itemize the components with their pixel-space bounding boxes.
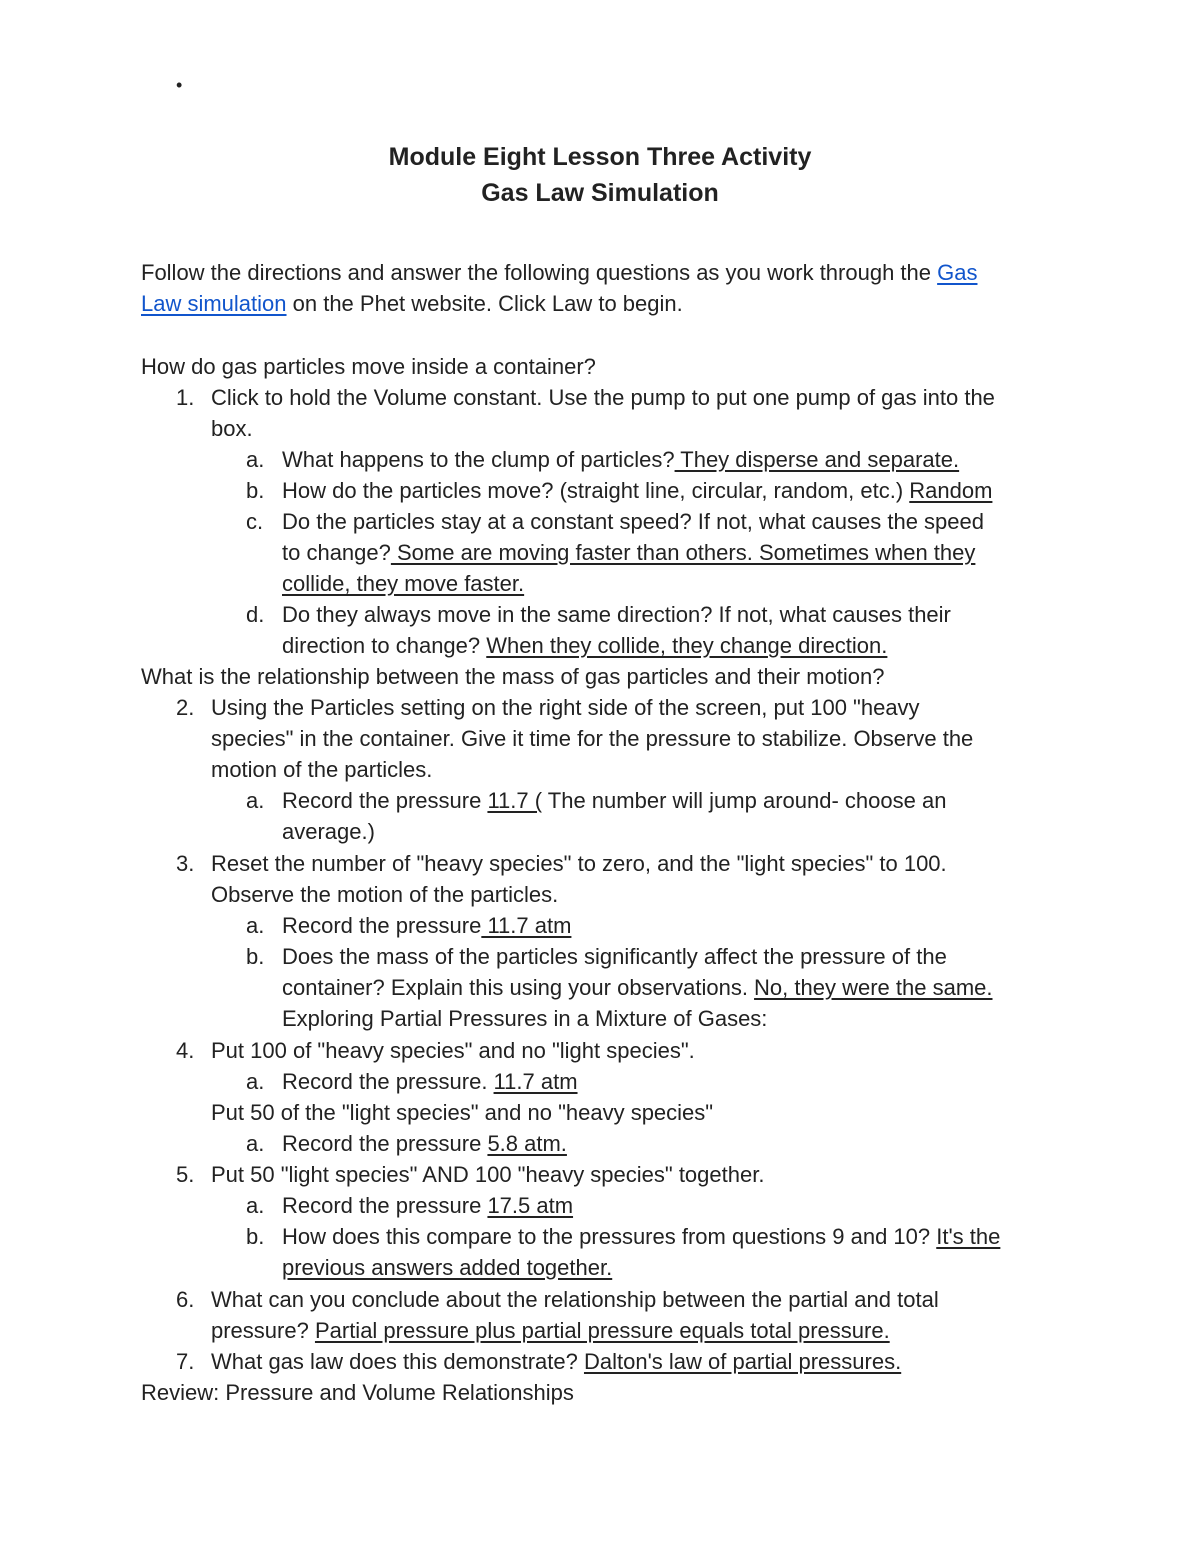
q1b-line: [282, 475, 992, 506]
q4a2-letter: a.: [246, 1131, 265, 1156]
q6-text-2: pressure?: [211, 1318, 315, 1343]
q3-number: 3.: [176, 851, 195, 876]
q1a-answer: They disperse and separate.: [674, 447, 960, 472]
q3a-answer: 11.7 atm: [481, 913, 572, 938]
q1a-letter: a.: [246, 447, 265, 472]
q1c-answer-1: Some are moving faster than others. Sometimes when they: [390, 540, 976, 565]
q7-line: [211, 1346, 901, 1377]
q1b-letter: b.: [246, 478, 265, 503]
gas-law-link[interactable]: Gas: [937, 260, 978, 285]
q1c-line-3: [282, 568, 524, 599]
q7-answer: Dalton's law of partial pressures.: [583, 1349, 902, 1374]
page-subtitle: Gas Law Simulation: [481, 179, 719, 207]
q3b-answer: No, they were the same.: [754, 975, 993, 1000]
q5a-letter: a.: [246, 1193, 265, 1218]
q1-number: 1.: [176, 385, 195, 410]
q5b-answer-1: It's the: [936, 1224, 1001, 1249]
q1a-question: What happens to the clump of particles?: [282, 447, 675, 472]
q7-text: What gas law does this demonstrate?: [211, 1349, 584, 1374]
q6-number: 6.: [176, 1287, 195, 1312]
q2a-answer: 11.7 (: [487, 788, 543, 813]
q5b-question: How does this compare to the pressures from questions 9 and 10?: [282, 1224, 937, 1249]
q4a-letter: a.: [246, 1069, 265, 1094]
intro-line-2: [141, 288, 683, 319]
q2-text-3: motion of the particles.: [211, 757, 433, 782]
q5b-line-2: [282, 1252, 612, 1283]
q1d-line-2: [282, 630, 887, 661]
q3a-question: Record the pressure: [282, 913, 482, 938]
q5b-answer-2: previous answers added together.: [282, 1255, 613, 1280]
intro-text: Follow the directions and answer the following questions as you work through the: [141, 260, 938, 285]
q2a-line: [282, 785, 946, 816]
q5b-line-1: [282, 1221, 1000, 1252]
q5a-answer: 17.5 atm: [487, 1193, 574, 1218]
page-title: Module Eight Lesson Three Activity: [388, 143, 812, 171]
q2-number: 2.: [176, 695, 195, 720]
q1d-letter: d.: [246, 602, 265, 627]
q2-text-2: species" in the container. Give it time for the pressure to stabilize. Observe the: [211, 726, 974, 751]
q1d-answer: When they collide, they change direction.: [486, 633, 888, 658]
section-heading-motion: How do gas particles move inside a container?: [141, 354, 596, 379]
q4a-answer: 11.7 atm: [493, 1069, 578, 1094]
q4a-question: Record the pressure.: [282, 1069, 494, 1094]
q1c-letter: c.: [246, 509, 264, 534]
q6-text-1: What can you conclude about the relationship between the partial and total: [211, 1287, 939, 1312]
q5b-letter: b.: [246, 1224, 265, 1249]
intro-line-1: [141, 257, 977, 288]
intro-text-2: on the Phet website. Click Law to begin.: [286, 291, 683, 316]
q3b-letter: b.: [246, 944, 265, 969]
q4-text-2: Put 50 of the "light species" and no "heavy species": [211, 1100, 714, 1125]
bullet-mark: •: [176, 75, 183, 95]
q3-text-1: Reset the number of "heavy species" to zero, and the "light species" to 100.: [211, 851, 947, 876]
q1a-line: [282, 444, 959, 475]
q3b-question-1: Does the mass of the particles significantly affect the pressure of the: [282, 944, 947, 969]
q2a-note-1: The number will jump around- choose an: [542, 788, 947, 813]
gas-law-simulation-link[interactable]: Law simulation: [141, 291, 287, 316]
q6-answer: Partial pressure plus partial pressure equals total pressure.: [314, 1318, 890, 1343]
q1c-question-1: Do the particles stay at a constant speed? If not, what causes the speed: [282, 509, 984, 534]
q3-text-2: Observe the motion of the particles.: [211, 882, 559, 907]
q1d-question-2: direction to change?: [282, 633, 487, 658]
q2a-note-2: average.): [282, 819, 375, 844]
review-heading: Review: Pressure and Volume Relationships: [141, 1380, 574, 1405]
q4-text-1: Put 100 of "heavy species" and no "light species".: [211, 1038, 695, 1063]
partial-pressures-subheading: Exploring Partial Pressures in a Mixture of Gases:: [282, 1006, 768, 1031]
q5-number: 5.: [176, 1162, 195, 1187]
q3a-letter: a.: [246, 913, 265, 938]
q7-number: 7.: [176, 1349, 195, 1374]
q1-text-2: box.: [211, 416, 253, 441]
q1b-answer: Random: [909, 478, 993, 503]
q3b-line-2: [282, 972, 993, 1003]
q6-line-2: [211, 1315, 890, 1346]
q2a-question: Record the pressure: [282, 788, 488, 813]
q4-number: 4.: [176, 1038, 195, 1063]
q5a-question: Record the pressure: [282, 1193, 488, 1218]
q1c-line-2: [282, 537, 975, 568]
q4a-line: [282, 1066, 578, 1097]
q1b-question: How do the particles move? (straight line, circular, random, etc.): [282, 478, 910, 503]
q5-text-1: Put 50 "light species" AND 100 "heavy species" together.: [211, 1162, 765, 1187]
q4a2-answer: 5.8 atm.: [487, 1131, 567, 1156]
q3a-line: [282, 910, 571, 941]
q2a-letter: a.: [246, 788, 265, 813]
q4a2-line: [282, 1128, 567, 1159]
q1c-answer-2: collide, they move faster.: [282, 571, 525, 596]
section-heading-mass: What is the relationship between the mass of gas particles and their motion?: [141, 664, 885, 689]
q1d-question-1: Do they always move in the same direction? If not, what causes their: [282, 602, 951, 627]
q1c-question-2: to change?: [282, 540, 391, 565]
q2-text-1: Using the Particles setting on the right side of the screen, put 100 "heavy: [211, 695, 920, 720]
q3b-question-2: container? Explain this using your observations.: [282, 975, 755, 1000]
q4a2-question: Record the pressure: [282, 1131, 488, 1156]
q1-text-1: Click to hold the Volume constant. Use the pump to put one pump of gas into the: [211, 385, 995, 410]
q5a-line: [282, 1190, 573, 1221]
